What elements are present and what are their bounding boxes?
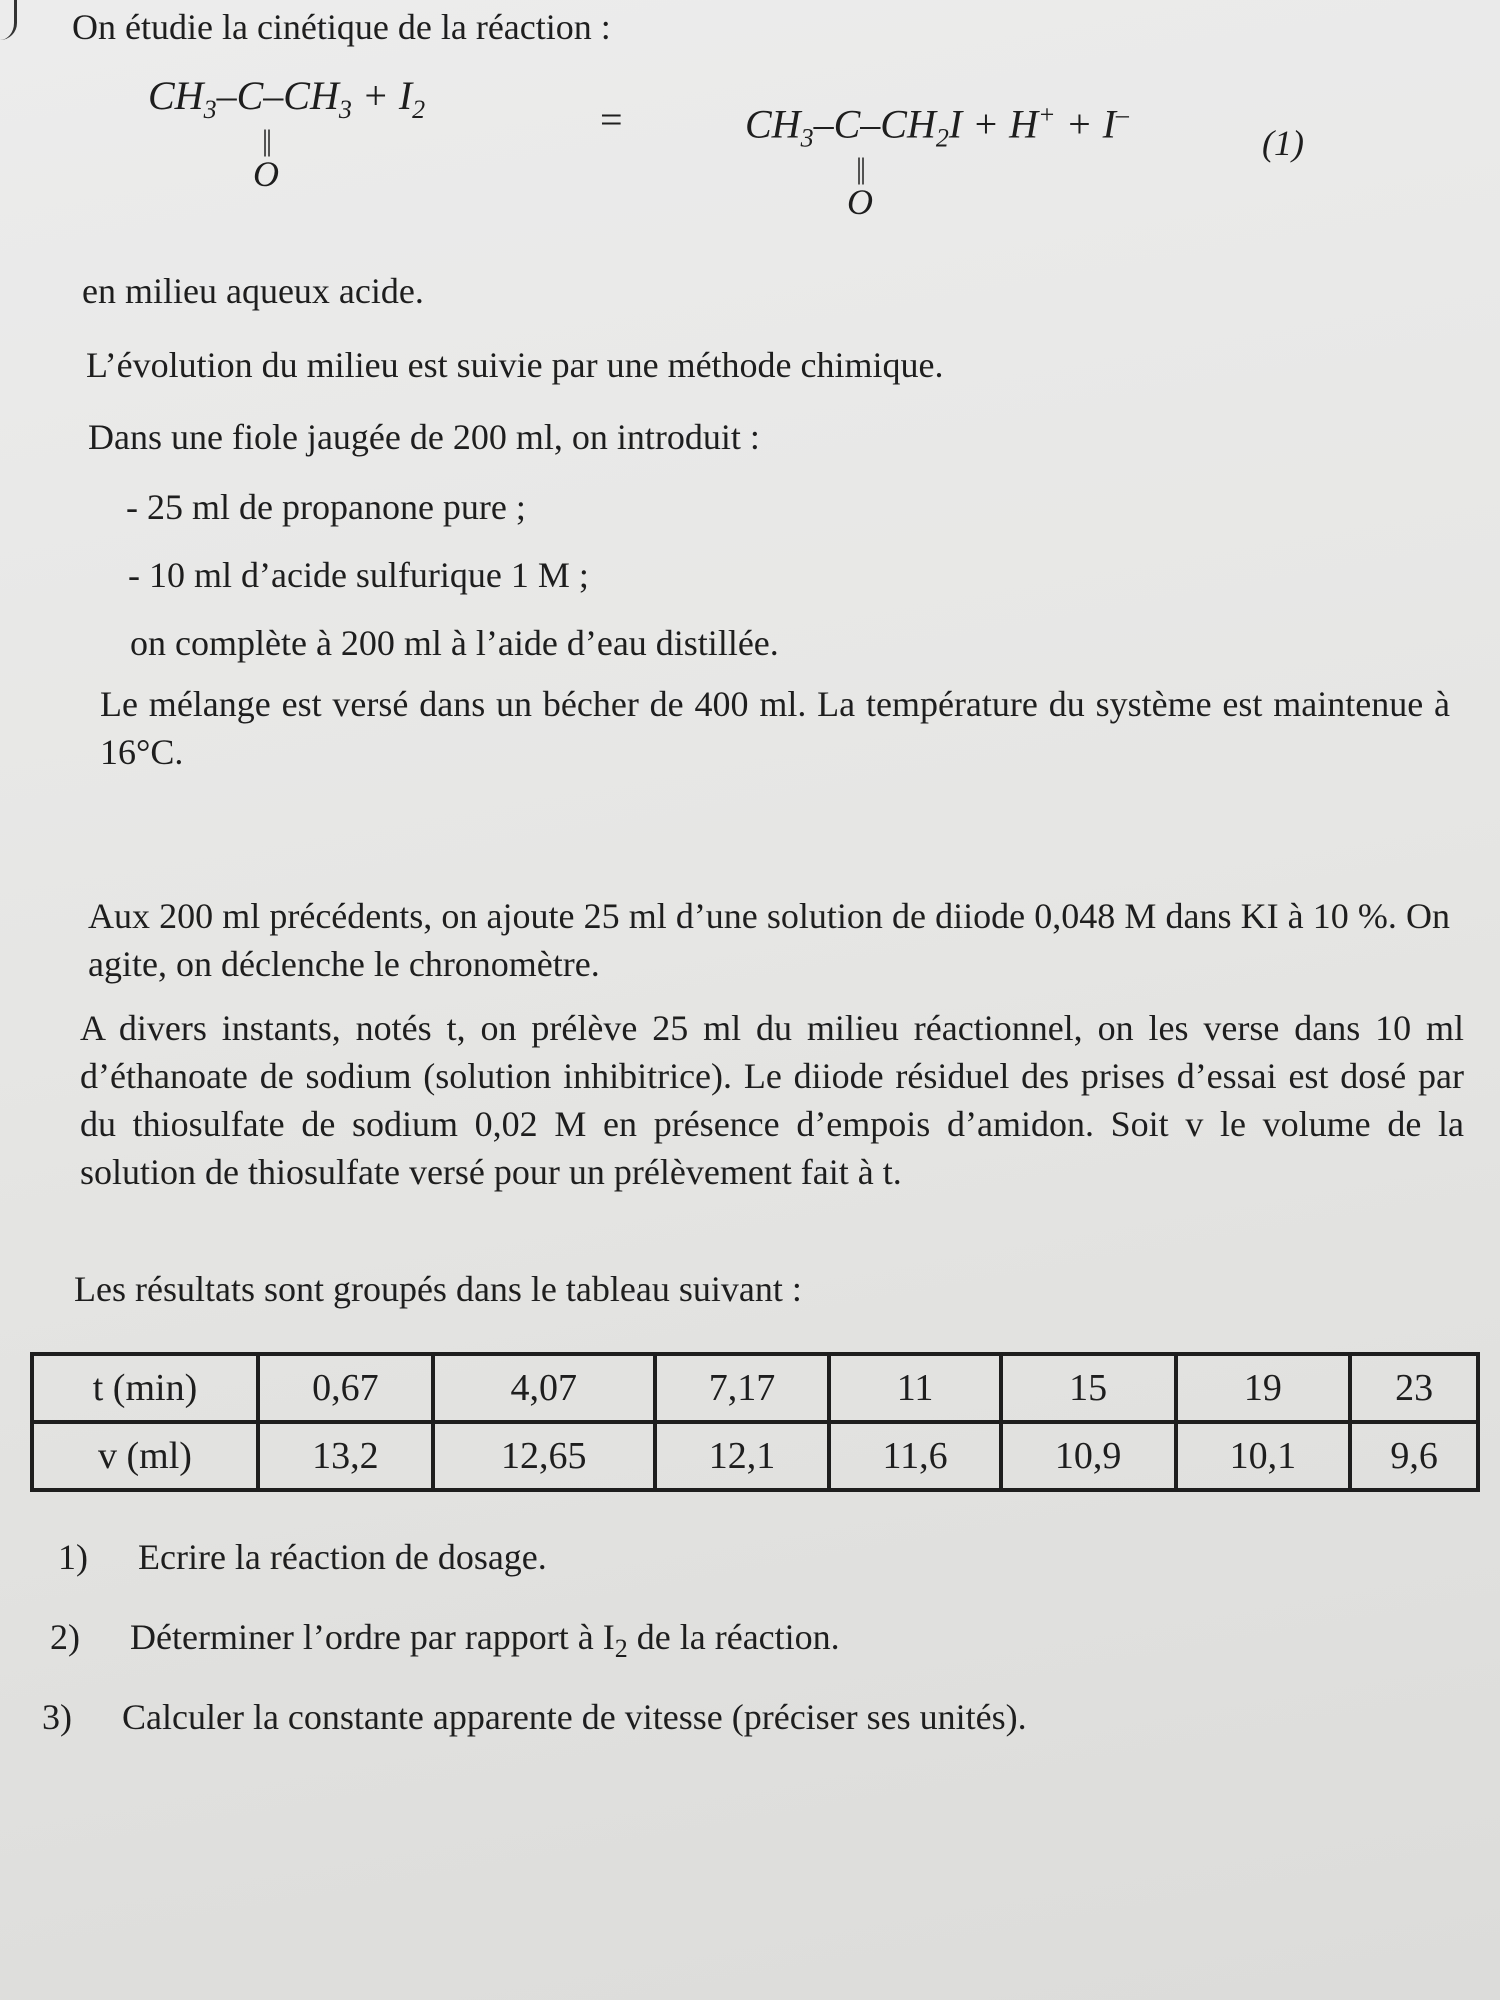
question-number: 1) <box>58 1537 88 1577</box>
table-row-volume <box>32 1422 1478 1490</box>
paragraph-results: Les résultats sont groupés dans le tableau suivant : <box>74 1269 802 1309</box>
table-header-volume: v (ml) <box>32 1422 258 1490</box>
table-cell: 11 <box>829 1354 1000 1422</box>
question-2 <box>50 1614 840 1672</box>
table-cell: 10,1 <box>1176 1422 1351 1490</box>
question-3 <box>42 1694 1027 1740</box>
table-row-time <box>32 1354 1478 1422</box>
table-cell: 23 <box>1350 1354 1478 1422</box>
table-cell: 13,2 <box>258 1422 433 1490</box>
table-header-time: t (min) <box>32 1354 258 1422</box>
paragraph-sampling: A divers instants, notés t, on prélève 25 ml du milieu réactionnel, on les verse dans 10 ml d’éthanoate de sodium (solution inhibitrice). Le diiode résiduel des prises d’essai est dosé par du thiosulfate de sodium 0,02 M en présence d’empois d’amidon. Soit v le volume de la solution de thiosulfate versé pour un prélèvement fait à t. <box>80 1008 1464 1192</box>
table-cell: 7,17 <box>655 1354 830 1422</box>
intro-text: On étudie la cinétique de la réaction : <box>72 7 611 47</box>
question-subscript: 2 <box>614 1634 628 1664</box>
page-edge-mark <box>0 0 17 40</box>
question-number: 2) <box>50 1617 80 1657</box>
list-item-acid: - 10 ml d’acide sulfurique 1 M ; <box>128 555 589 595</box>
equation-products: $CH_3-C-CH_2I + H^+ + I^-$ <box>745 100 1129 153</box>
paragraph-method: L’évolution du milieu est suivie par une méthode chimique. <box>86 345 944 385</box>
paragraph-diiode: Aux 200 ml précédents, on ajoute 25 ml d’une solution de diiode 0,048 M dans KI à 10 %. On agite, on déclenche le chronomètre. <box>88 896 1450 984</box>
question-1 <box>58 1534 547 1580</box>
table-cell: 4,07 <box>433 1354 655 1422</box>
paragraph-flask: Dans une fiole jaugée de 200 ml, on introduit : <box>88 417 760 457</box>
paragraph-mixture: Le mélange est versé dans un bécher de 400 ml. La température du système est maintenue à 16°C. <box>100 684 1450 772</box>
table-cell: 0,67 <box>258 1354 433 1422</box>
table-cell: 11,6 <box>829 1422 1000 1490</box>
list-item-propanone: - 25 ml de propanone pure ; <box>126 487 526 527</box>
table-cell: 19 <box>1176 1354 1351 1422</box>
table-cell: 12,1 <box>655 1422 830 1490</box>
paragraph-complete: on complète à 200 ml à l’aide d’eau distillée. <box>130 623 779 663</box>
paragraph-medium: en milieu aqueux acide. <box>82 271 424 311</box>
table-cell: 10,9 <box>1001 1422 1176 1490</box>
question-text: Calculer la constante apparente de vitesse (préciser ses unités). <box>122 1697 1027 1737</box>
reactant-carbonyl: || O <box>253 124 279 194</box>
question-text: Ecrire la réaction de dosage. <box>138 1537 547 1577</box>
equation-reactants: $CH_3-C-CH_3 + I_2$ <box>148 73 426 124</box>
table-cell: 9,6 <box>1350 1422 1478 1490</box>
equation-label: (1) <box>1262 123 1304 163</box>
question-text-end: de la réaction. <box>627 1617 840 1657</box>
question-number: 3) <box>42 1697 72 1737</box>
question-text: Déterminer l’ordre par rapport à I <box>130 1617 615 1657</box>
table-cell: 15 <box>1001 1354 1176 1422</box>
results-table <box>30 1352 1480 1492</box>
product-carbonyl: || O <box>847 152 873 222</box>
table-cell: 12,65 <box>433 1422 655 1490</box>
equation-equals: = <box>600 97 623 142</box>
